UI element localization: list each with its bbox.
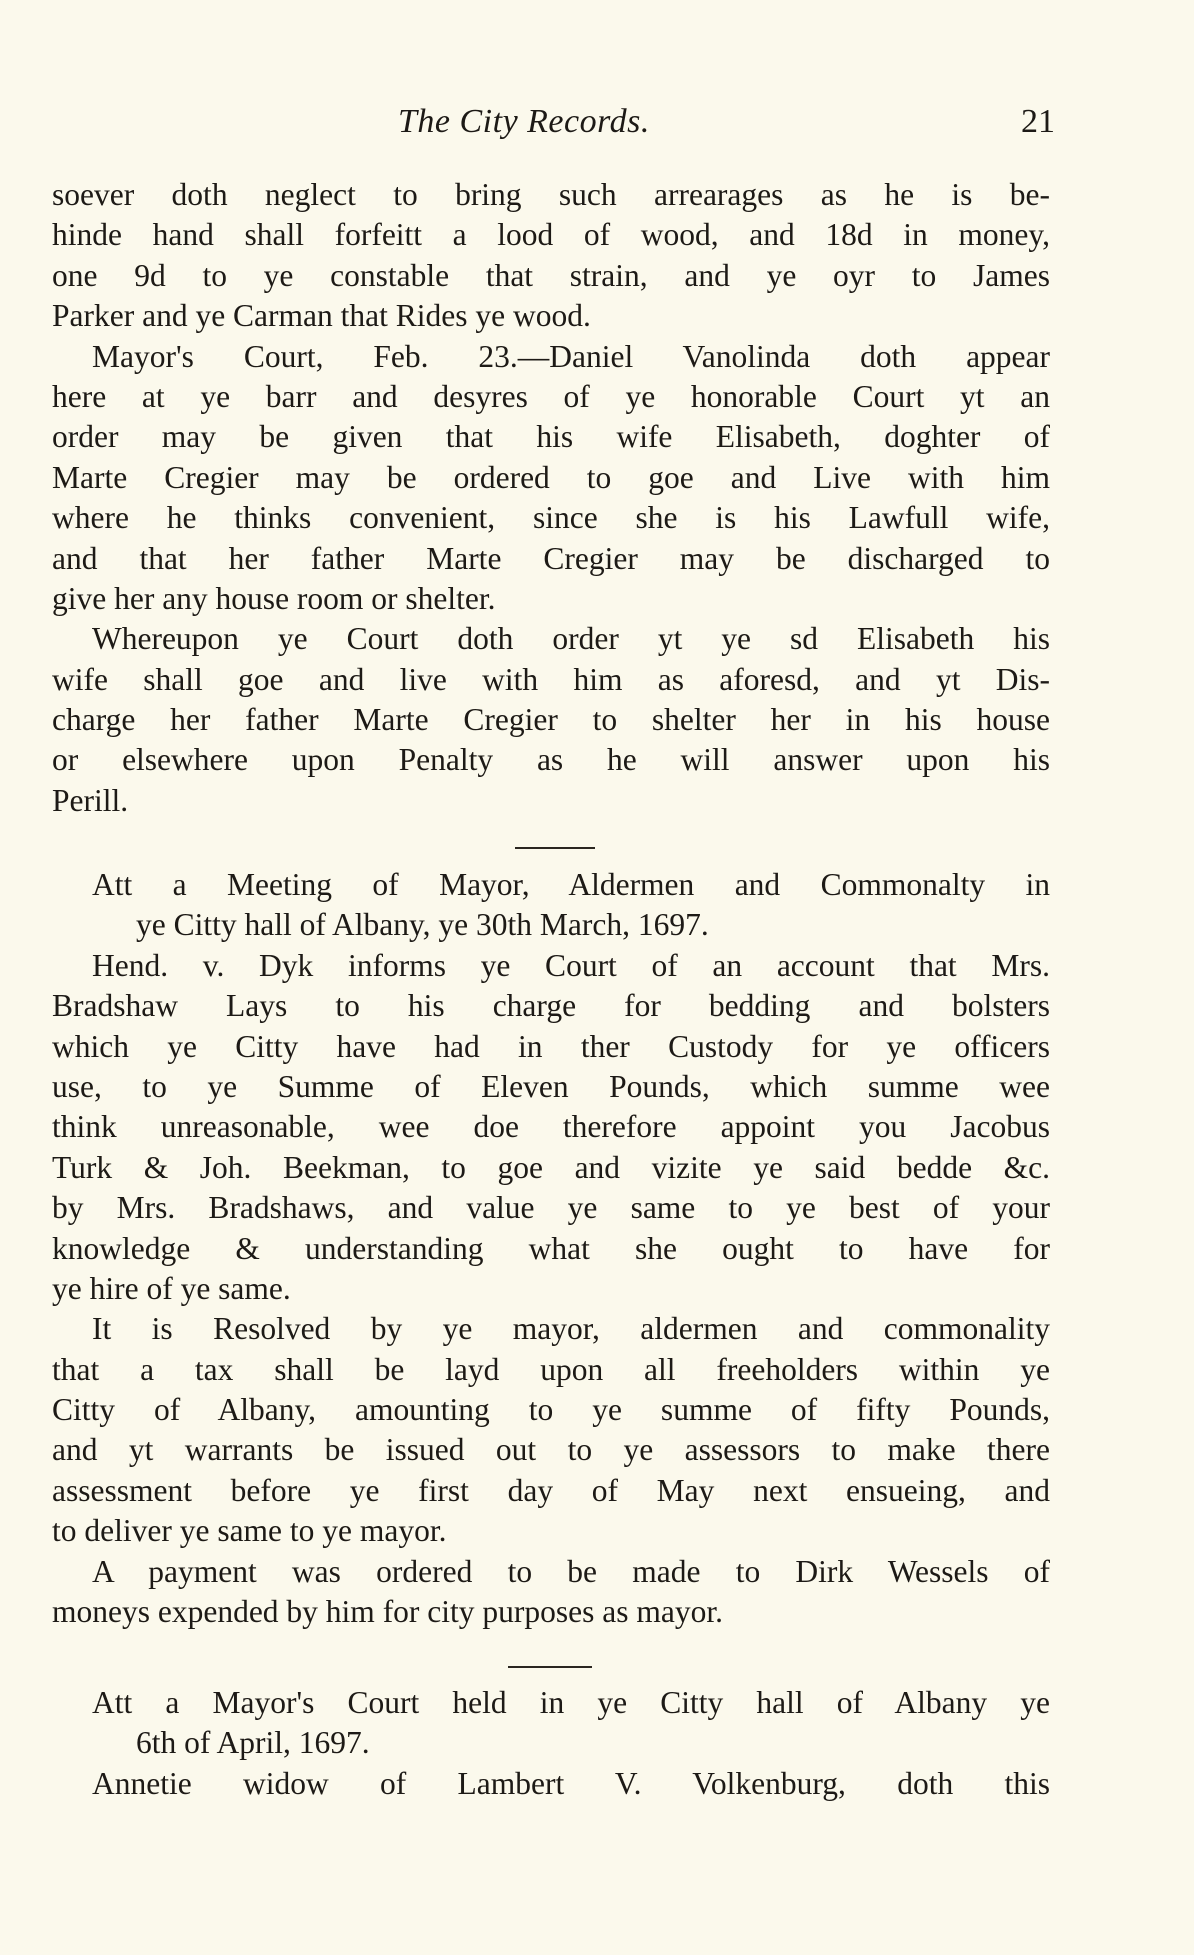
text-line: Mayor's Court, Feb. 23.—Daniel Vanolinda doth appear xyxy=(92,338,1050,374)
text-line: Turk & Joh. Beekman, to goe and vizite ye said bedde &c. xyxy=(52,1149,1050,1185)
section-divider xyxy=(515,847,595,849)
text-line: knowledge & understanding what she ought to have for xyxy=(52,1230,1050,1266)
text-line: soever doth neglect to bring such arrearages as he is be- xyxy=(52,177,1050,212)
meeting-heading-line: Att a Mayor's Court held in ye Citty hall of Albany ye xyxy=(92,1685,1050,1720)
running-title: The City Records. xyxy=(398,103,650,140)
running-header xyxy=(380,103,1055,153)
text-line: ye hire of ye same. xyxy=(52,1270,291,1306)
text-line: think unreasonable, wee doe therefore appoint you Jacobus xyxy=(52,1109,1050,1145)
page-number: 21 xyxy=(1021,103,1055,140)
text-line: assessment before ye first day of May next ensueing, and xyxy=(52,1472,1050,1508)
text-line: hinde hand shall forfeitt a lood of wood, and 18d in money, xyxy=(52,217,1050,253)
text-line: wife shall goe and live with him as aforesd, and yt Dis- xyxy=(52,661,1050,697)
meeting-heading-line: Att a Meeting of Mayor, Aldermen and Commonalty in xyxy=(92,867,1050,902)
text-line: where he thinks convenient, since she is his Lawfull wife, xyxy=(52,500,1050,536)
meeting-heading-line: ye Citty hall of Albany, ye 30th March, 1697. xyxy=(136,907,709,943)
text-block-bottom xyxy=(52,1683,1050,1804)
text-line: Whereupon ye Court doth order yt ye sd Elisabeth his xyxy=(92,621,1050,657)
text-line: Hend. v. Dyk informs ye Court of an account that Mrs. xyxy=(92,947,1050,983)
meeting-heading-line: 6th of April, 1697. xyxy=(136,1725,370,1761)
text-line: or elsewhere upon Penalty as he will answer upon his xyxy=(52,742,1050,778)
text-line: Bradshaw Lays to his charge for bedding and bolsters xyxy=(52,988,1050,1024)
text-line: Annetie widow of Lambert V. Volkenburg, doth this xyxy=(92,1765,1050,1801)
text-line: Citty of Albany, amounting to ye summe of fifty Pounds, xyxy=(52,1392,1050,1428)
text-line: which ye Citty have had in ther Custody for ye officers xyxy=(52,1028,1050,1064)
text-line: use, to ye Summe of Eleven Pounds, which summe wee xyxy=(52,1068,1050,1104)
text-line: Perill. xyxy=(52,782,129,818)
text-line: to deliver ye same to ye mayor. xyxy=(52,1513,447,1549)
text-line: here at ye barr and desyres of ye honorable Court yt an xyxy=(52,378,1050,414)
text-line: and that her father Marte Cregier may be discharged to xyxy=(52,540,1050,576)
text-line: Parker and ye Carman that Rides ye wood. xyxy=(52,298,591,334)
text-line: It is Resolved by ye mayor, aldermen and commonality xyxy=(92,1311,1050,1347)
text-line: by Mrs. Bradshaws, and value ye same to ye best of your xyxy=(52,1190,1050,1226)
text-block-top xyxy=(52,175,1050,821)
text-line: order may be given that his wife Elisabeth, doghter of xyxy=(52,419,1050,455)
text-line: charge her father Marte Cregier to shelter her in his house xyxy=(52,702,1050,738)
text-line: A payment was ordered to be made to Dirk Wessels of xyxy=(92,1553,1050,1589)
text-line: Marte Cregier may be ordered to goe and Live with him xyxy=(52,459,1050,495)
section-divider xyxy=(508,1666,592,1668)
text-line: moneys expended by him for city purposes as mayor. xyxy=(52,1594,723,1630)
text-line: give her any house room or shelter. xyxy=(52,580,496,616)
text-line: that a tax shall be layd upon all freeholders within ye xyxy=(52,1351,1050,1387)
text-line: and yt warrants be issued out to ye assessors to make there xyxy=(52,1432,1050,1468)
text-block-middle xyxy=(52,865,1050,1632)
text-line: one 9d to ye constable that strain, and ye oyr to James xyxy=(52,257,1050,293)
